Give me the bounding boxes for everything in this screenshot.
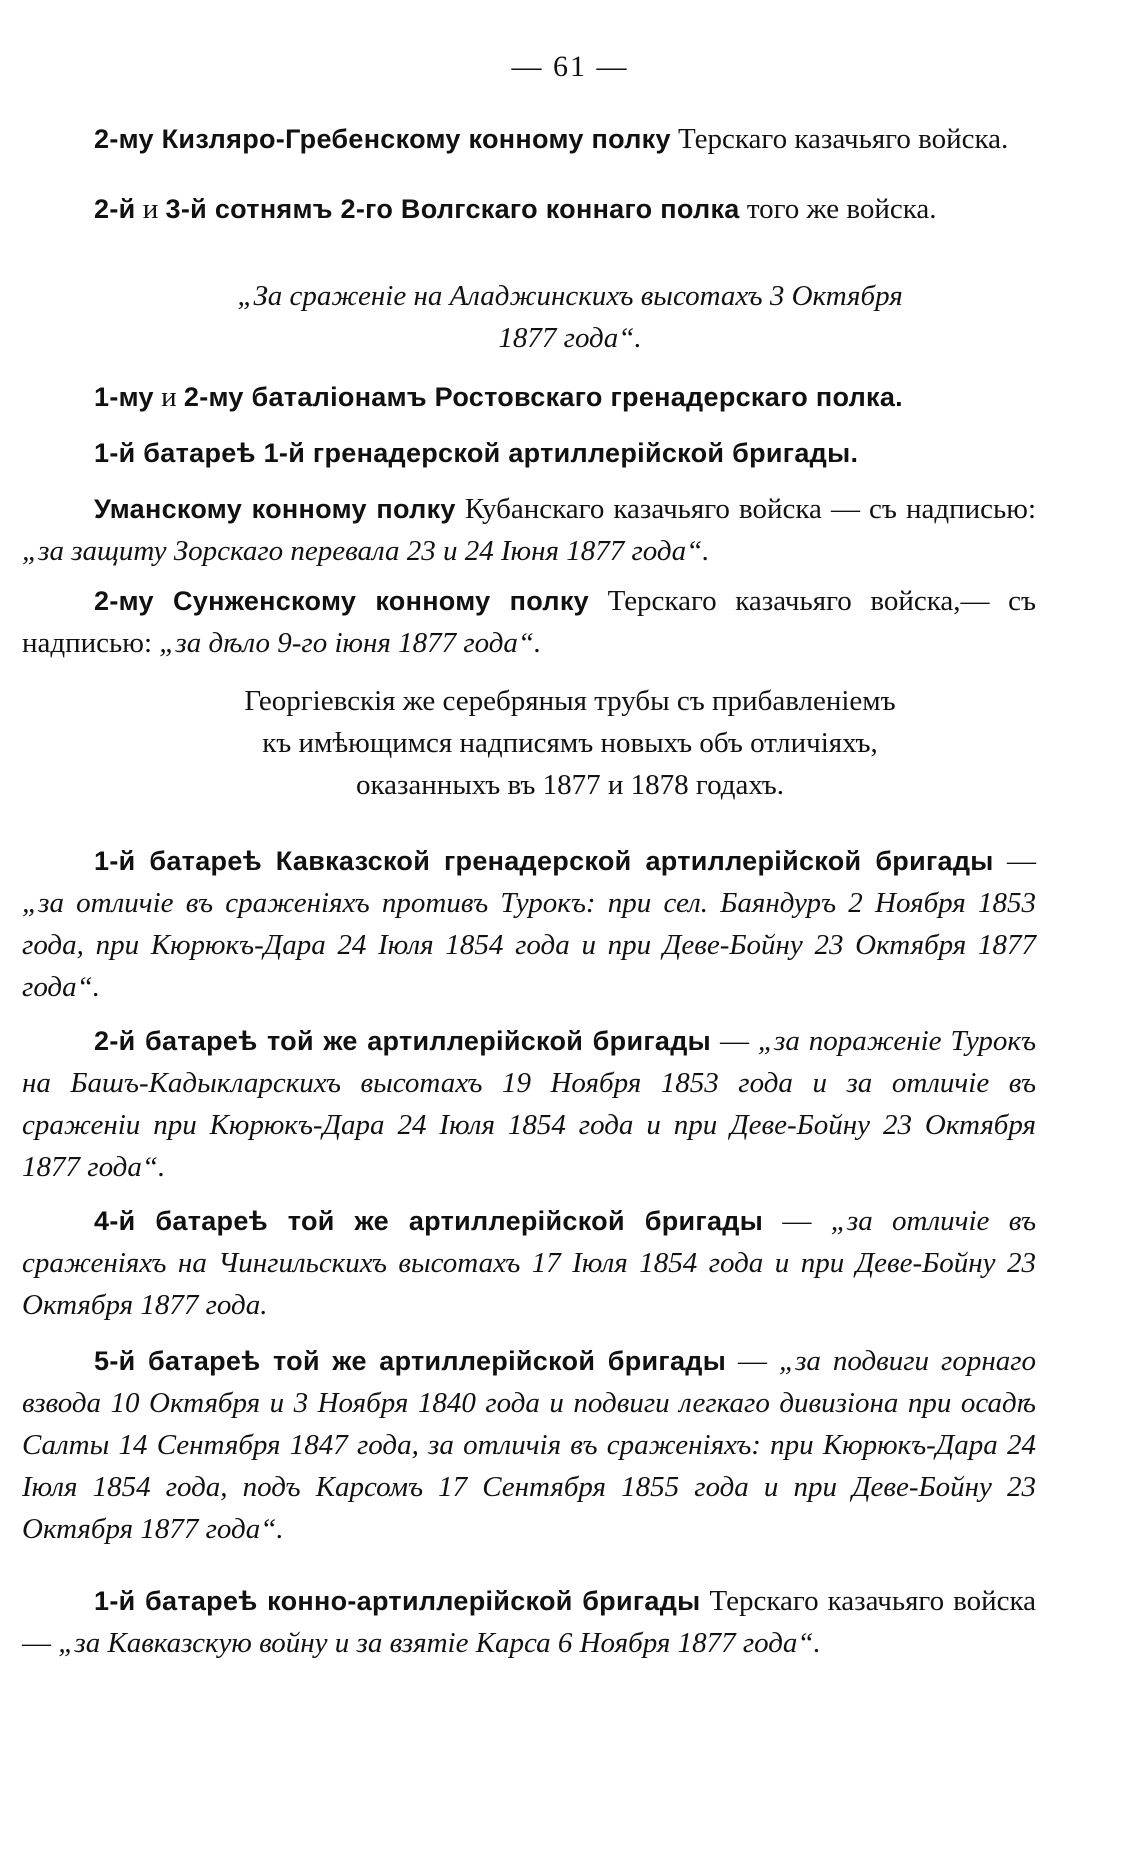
entry-bold: 1-й батареѣ конно-артиллерійской бригады bbox=[94, 1586, 701, 1616]
entry-plain: Кубанскаго казачьяго войска — съ надписью: bbox=[464, 493, 1036, 525]
entry-bold: 2-й батареѣ той же артиллерійской бригады bbox=[94, 1026, 712, 1056]
entry-volga-regiment bbox=[22, 188, 1036, 230]
entry-plain: Терскаго казачьяго войска. bbox=[678, 123, 1009, 155]
entry-uman-regiment bbox=[22, 488, 1036, 572]
entry-bold: 2-му баталіонамъ Ростовскаго гренадерскаго полка. bbox=[183, 382, 903, 412]
entry-bold: 1-й батареѣ Кавказской гренадерской артиллерійской бригады bbox=[94, 846, 994, 876]
page-number: — 61 — bbox=[511, 50, 629, 83]
entry-plain: Терскаго казачьяго войска — bbox=[22, 1585, 1037, 1659]
section-heading-trumpets-line2: къ имѣющимся надписямъ новыхъ объ отличіяхъ, bbox=[262, 727, 878, 759]
entry-battery-5 bbox=[22, 1340, 1036, 1550]
entry-rostov-battalions bbox=[22, 376, 1036, 418]
entry-bold: 5-й батареѣ той же артиллерійской бригады bbox=[94, 1346, 727, 1376]
entry-inscription: „за отличіе въ сраженіяхъ противъ Турокъ: при сел. Баяндуръ 2 Ноября 1853 года, при Кюрюкъ-Дара 24 Іюля 1854 года и при Деве-Бойну 23 Октября 1877 года“. bbox=[22, 887, 1036, 1003]
entry-plain: — bbox=[782, 1205, 812, 1237]
entry-bold: 2-му Кизляро-Гребенскому конному полку bbox=[94, 124, 671, 154]
entry-inscription: „за подвиги горнаго взвода 10 Октября и 3 Ноября 1840 года и подвиги легкаго дивизіона при осадѣ Салты 14 Сентября 1847 года, за отличія въ сраженіяхъ: при Кюрюкъ-Дара 24 Іюля 1854 года, подъ Карсомъ 17 Сентября 1855 года и при Деве-Бойну 23 Октября 1877 года“. bbox=[22, 1345, 1037, 1545]
entry-inscription: „за отличіе въ сраженіяхъ на Чингильскихъ высотахъ 17 Іюля 1854 года и при Деве-Бойну 23 Октября 1877 года. bbox=[22, 1205, 1037, 1321]
section-heading-aladzha-line1: „За сраженіе на Аладжинскихъ высотахъ 3 Октября bbox=[237, 280, 903, 312]
entry-bold: 4-й батареѣ той же артиллерійской бригады bbox=[94, 1206, 764, 1236]
entry-inscription: „за дѣло 9-го іюня 1877 года“. bbox=[159, 627, 542, 659]
entry-bold: 3-й сотнямъ 2-го Волгскаго коннаго полка bbox=[165, 194, 740, 224]
entry-battery-2 bbox=[22, 1020, 1036, 1188]
entry-plain: Терскаго казачьяго войска,— съ надписью: bbox=[22, 585, 1036, 659]
entry-horse-artillery-battery bbox=[22, 1580, 1036, 1664]
entry-bold: 2-й bbox=[94, 194, 136, 224]
entry-inscription: „за Кавказскую войну и за взятіе Карса 6 Ноября 1877 года“. bbox=[58, 1627, 821, 1659]
entry-plain: — bbox=[738, 1345, 768, 1377]
section-heading-aladzha-line2: 1877 года“. bbox=[498, 322, 642, 354]
entry-kizlyar-regiment bbox=[22, 118, 1036, 160]
entry-battery-1 bbox=[22, 840, 1036, 1008]
entry-inscription: „за защиту Зорскаго перевала 23 и 24 Іюня 1877 года“. bbox=[22, 535, 710, 567]
entry-bold: 1-му bbox=[94, 382, 154, 412]
entry-plain: и bbox=[161, 381, 177, 413]
entry-grenadier-battery bbox=[22, 432, 1036, 474]
entry-battery-4 bbox=[22, 1200, 1036, 1326]
entry-bold: Уманскому конному полку bbox=[94, 494, 456, 524]
entry-plain: — bbox=[1007, 845, 1037, 877]
entry-plain: того же войска. bbox=[746, 193, 937, 225]
entry-bold: 2-му Сунженскому конному полку bbox=[94, 586, 589, 616]
entry-plain: и bbox=[142, 193, 159, 225]
entry-sunzha-regiment bbox=[22, 580, 1036, 664]
entry-plain: — bbox=[719, 1025, 749, 1057]
entry-bold: 1-й батареѣ 1-й гренадерской артиллерійской бригады. bbox=[94, 438, 859, 468]
section-heading-trumpets-line3: оказанныхъ въ 1877 и 1878 годахъ. bbox=[355, 769, 785, 801]
entry-inscription: „за пораженіе Турокъ на Башъ-Кадыкларскихъ высотахъ 19 Ноября 1853 года и за отличіе въ сраженіи при Кюрюкъ-Дара 24 Іюля 1854 года и при Деве-Бойну 23 Октября 1877 года“. bbox=[22, 1025, 1037, 1183]
section-heading-trumpets-line1: Георгіевскія же серебряныя трубы съ прибавленіемъ bbox=[244, 685, 896, 717]
